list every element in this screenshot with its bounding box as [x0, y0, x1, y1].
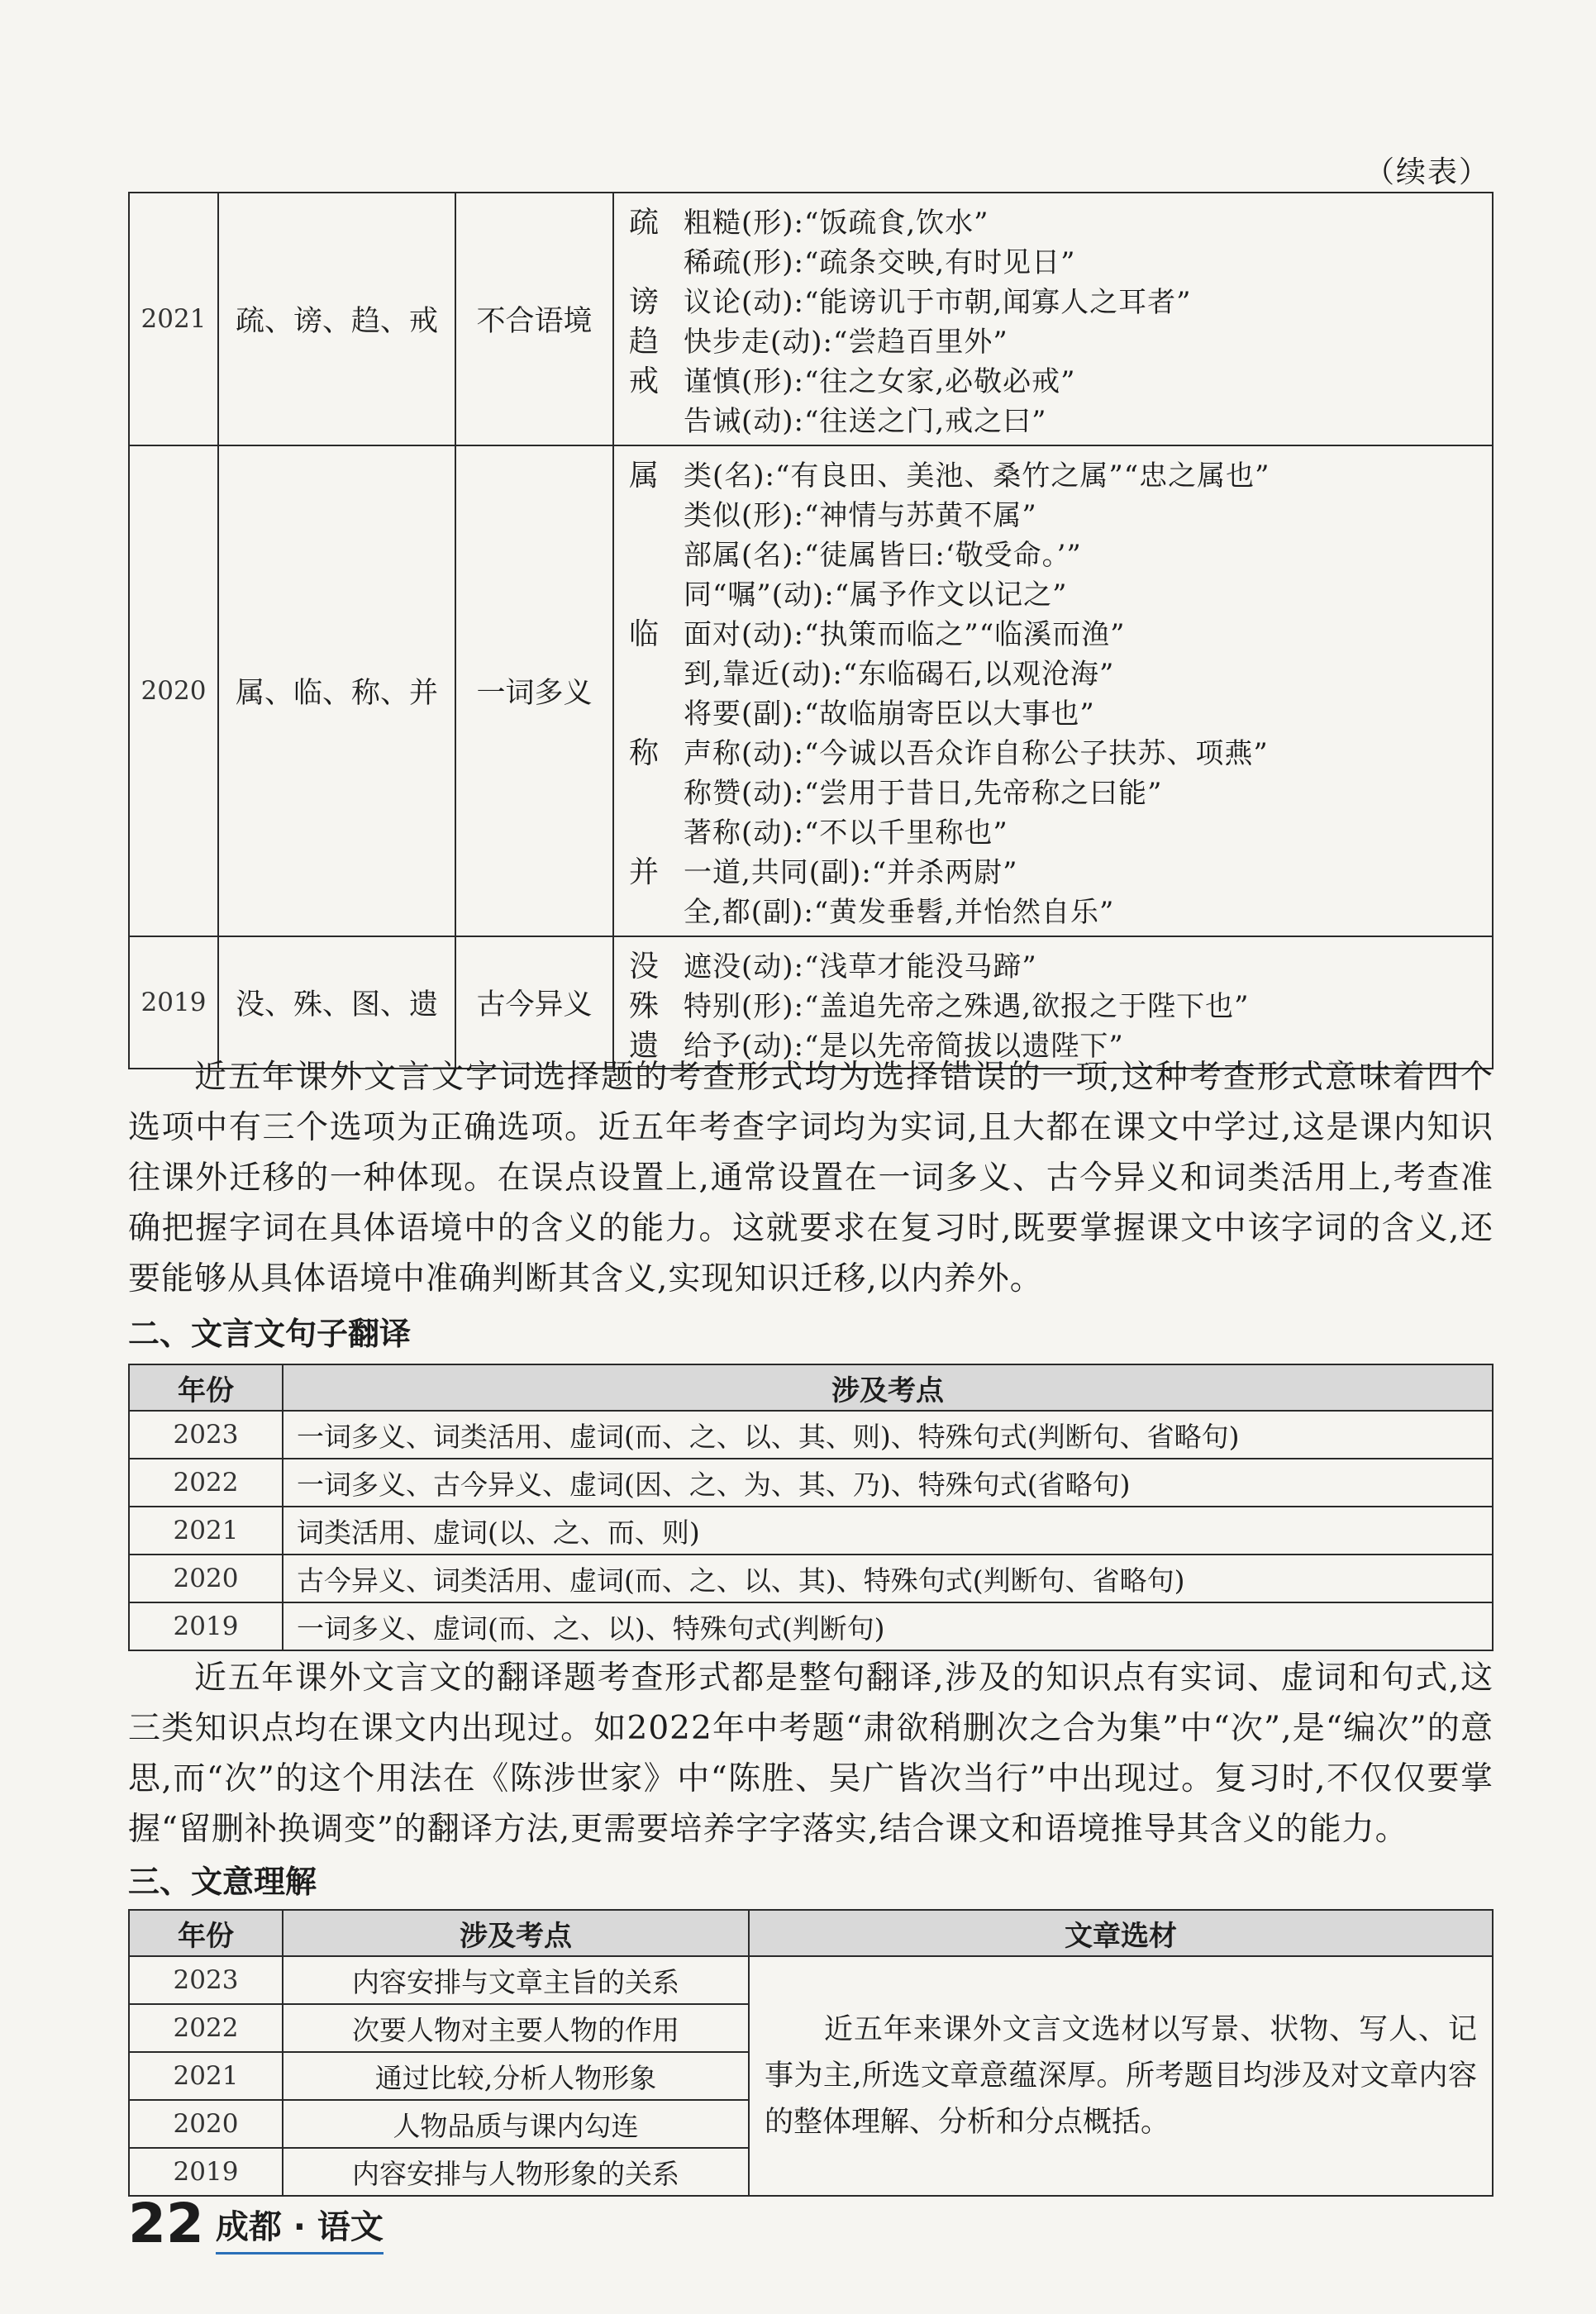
book-label — [216, 2201, 384, 2248]
detail-text: 全,都(副):“黄发垂髫,并怡然自乐” — [684, 895, 1115, 929]
details-cell — [613, 445, 1493, 936]
book-label-text: 成都 · 语文 — [215, 2208, 384, 2246]
points-cell: 内容安排与文章主旨的关系 — [283, 1956, 749, 2004]
year-cell: 2019 — [129, 2148, 283, 2196]
detail-char: 称 — [629, 736, 660, 770]
points-cell: 人物品质与课内勾连 — [283, 2100, 749, 2148]
detail-text: 部属(名):“徒属皆曰:‘敬受命。’” — [684, 538, 1082, 572]
year-cell: 2023 — [129, 1411, 283, 1459]
detail-line — [629, 359, 1484, 398]
details-cell — [613, 193, 1493, 445]
header-year: 年份 — [129, 1910, 283, 1956]
detail-text: 议论(动):“能谤讥于市朝,闻寡人之耳者” — [684, 285, 1192, 319]
detail-line — [629, 770, 1484, 810]
detail-text: 快步走(动):“尝趋百里外” — [684, 325, 1008, 359]
year-cell: 2022 — [129, 2004, 283, 2052]
points-cell: 次要人物对主要人物的作用 — [283, 2004, 749, 2052]
detail-text: 给予(动):“是以先帝简拔以遗陛下” — [684, 1029, 1124, 1063]
detail-text: 谨慎(形):“往之女家,必敬必戒” — [684, 364, 1076, 398]
table-row — [129, 1411, 1493, 1459]
detail-char: 疏 — [629, 205, 660, 240]
section-heading-comprehension: 三、文意理解 — [128, 1864, 317, 1900]
material-cell: 近五年来课外文言文选材以写景、状物、写人、记事为主,所选文章意蕴深厚。所考题目均涉及对文章内容的整体理解、分析和分点概括。 — [749, 1956, 1493, 2196]
detail-text: 一道,共同(副):“并杀两尉” — [684, 855, 1018, 889]
year-cell: 2020 — [129, 1555, 283, 1602]
detail-char: 遗 — [629, 1028, 660, 1063]
detail-line — [629, 889, 1484, 929]
word-analysis-table — [128, 192, 1494, 1069]
points-cell: 一词多义、虚词(而、之、以)、特殊句式(判断句) — [283, 1602, 1493, 1650]
detail-char: 属 — [629, 458, 660, 493]
year-cell: 2021 — [129, 2052, 283, 2100]
detail-text: 将要(副):“故临崩寄臣以大事也” — [684, 697, 1095, 731]
year-cell: 2023 — [129, 1956, 283, 2004]
detail-text: 称赞(动):“尝用于昔日,先帝称之曰能” — [684, 776, 1163, 810]
year-cell: 2021 — [129, 1507, 283, 1555]
type-cell: 不合语境 — [455, 193, 613, 445]
detail-line — [629, 398, 1484, 438]
detail-char: 戒 — [629, 364, 660, 398]
detail-line — [629, 319, 1484, 359]
page-footer — [128, 2192, 384, 2255]
detail-line — [629, 493, 1484, 532]
detail-text: 著称(动):“不以千里称也” — [684, 816, 1008, 850]
page-number: 22 — [128, 2192, 204, 2255]
type-cell: 古今异义 — [455, 936, 613, 1069]
table-row — [129, 1555, 1493, 1602]
detail-line — [629, 200, 1484, 240]
header-points: 涉及考点 — [283, 1910, 749, 1956]
detail-char: 趋 — [629, 324, 660, 359]
label-underline — [216, 2252, 384, 2254]
comprehension-table — [128, 1909, 1494, 2197]
detail-char: 临 — [629, 617, 660, 651]
detail-line — [629, 850, 1484, 889]
detail-text: 粗糙(形):“饭疏食,饮水” — [684, 206, 989, 240]
year-cell: 2020 — [129, 445, 218, 936]
type-cell: 一词多义 — [455, 445, 613, 936]
words-cell: 没、殊、图、遗 — [218, 936, 455, 1069]
summary-paragraph-translation: 近五年课外文言文的翻译题考查形式都是整句翻译,涉及的知识点有实词、虚词和句式,这三类知识点均在课文内出现过。如2022年中考题“肃欲稍删次之合为集”中“次”,是“编次”的意思,而“次”的这个用法在《陈涉世家》中“陈胜、吴广皆次当行”中出现过。复习时,不仅仅要掌握“留删补换调变”的翻译方法,更需要培养字字落实,结合课文和语境推导其含义的能力。 — [128, 1659, 1494, 1848]
detail-line — [629, 983, 1484, 1023]
table-row — [129, 936, 1493, 1069]
words-cell: 疏、谤、趋、戒 — [218, 193, 455, 445]
detail-text: 类似(形):“神情与苏黄不属” — [684, 498, 1037, 532]
header-year: 年份 — [129, 1364, 283, 1411]
detail-line — [629, 651, 1484, 691]
detail-text: 声称(动):“今诚以吾众诈自称公子扶苏、项燕” — [684, 736, 1269, 770]
detail-text: 类(名):“有良田、美池、桑竹之属”“忠之属也” — [684, 459, 1270, 493]
detail-line — [629, 453, 1484, 493]
table-header-row — [129, 1910, 1493, 1956]
detail-char: 并 — [629, 855, 660, 889]
detail-text: 到,靠近(动):“东临碣石,以观沧海” — [684, 657, 1115, 691]
detail-text: 特别(形):“盖追先帝之殊遇,欲报之于陛下也” — [684, 989, 1250, 1023]
table-row — [129, 1459, 1493, 1507]
year-cell: 2019 — [129, 936, 218, 1069]
table-row — [129, 193, 1493, 445]
detail-text: 稀疏(形):“疏条交映,有时见日” — [684, 245, 1076, 279]
detail-char: 谤 — [629, 284, 660, 319]
table-row — [129, 1956, 1493, 2004]
detail-line — [629, 612, 1484, 651]
translation-table — [128, 1364, 1494, 1651]
year-cell: 2019 — [129, 1602, 283, 1650]
detail-line — [629, 532, 1484, 572]
points-cell: 一词多义、词类活用、虚词(而、之、以、其、则)、特殊句式(判断句、省略句) — [283, 1411, 1493, 1459]
detail-text: 告诫(动):“往送之门,戒之曰” — [684, 404, 1047, 438]
table-row — [129, 1602, 1493, 1650]
detail-line — [629, 691, 1484, 731]
detail-text: 面对(动):“执策而临之”“临溪而渔” — [684, 617, 1126, 651]
detail-line — [629, 731, 1484, 770]
points-cell: 内容安排与人物形象的关系 — [283, 2148, 749, 2196]
detail-text: 遮没(动):“浅草才能没马蹄” — [684, 950, 1037, 983]
year-cell: 2021 — [129, 193, 218, 445]
detail-line — [629, 944, 1484, 983]
points-cell: 词类活用、虚词(以、之、而、则) — [283, 1507, 1493, 1555]
year-cell: 2022 — [129, 1459, 283, 1507]
header-material: 文章选材 — [749, 1910, 1493, 1956]
continuation-note: （续表） — [1364, 155, 1490, 189]
detail-line — [629, 240, 1484, 279]
detail-text: 同“嘱”(动):“属予作文以记之” — [684, 578, 1068, 612]
detail-char: 没 — [629, 949, 660, 983]
detail-char: 殊 — [629, 988, 660, 1023]
table-row — [129, 1507, 1493, 1555]
points-cell: 古今异义、词类活用、虚词(而、之、以、其)、特殊句式(判断句、省略句) — [283, 1555, 1493, 1602]
section-heading-translation: 二、文言文句子翻译 — [128, 1316, 412, 1352]
year-cell: 2020 — [129, 2100, 283, 2148]
points-cell: 通过比较,分析人物形象 — [283, 2052, 749, 2100]
details-cell — [613, 936, 1493, 1069]
detail-line — [629, 810, 1484, 850]
words-cell: 属、临、称、并 — [218, 445, 455, 936]
points-cell: 一词多义、古今异义、虚词(因、之、为、其、乃)、特殊句式(省略句) — [283, 1459, 1493, 1507]
detail-line — [629, 572, 1484, 612]
table-row — [129, 445, 1493, 936]
summary-paragraph-vocabulary: 近五年课外文言文字词选择题的考查形式均为选择错误的一项,这种考查形式意味着四个选项中有三个选项为正确选项。近五年考查字词均为实词,且大都在课文中学过,这是课内知识往课外迁移的一种体现。在误点设置上,通常设置在一词多义、古今异义和词类活用上,考查准确把握字词在具体语境中的含义的能力。这就要求在复习时,既要掌握课文中该字词的含义,还要能够从具体语境中准确判断其含义,实现知识迁移,以内养外。 — [128, 1059, 1494, 1297]
detail-line — [629, 279, 1484, 319]
table-header-row — [129, 1364, 1493, 1411]
header-points: 涉及考点 — [283, 1364, 1493, 1411]
